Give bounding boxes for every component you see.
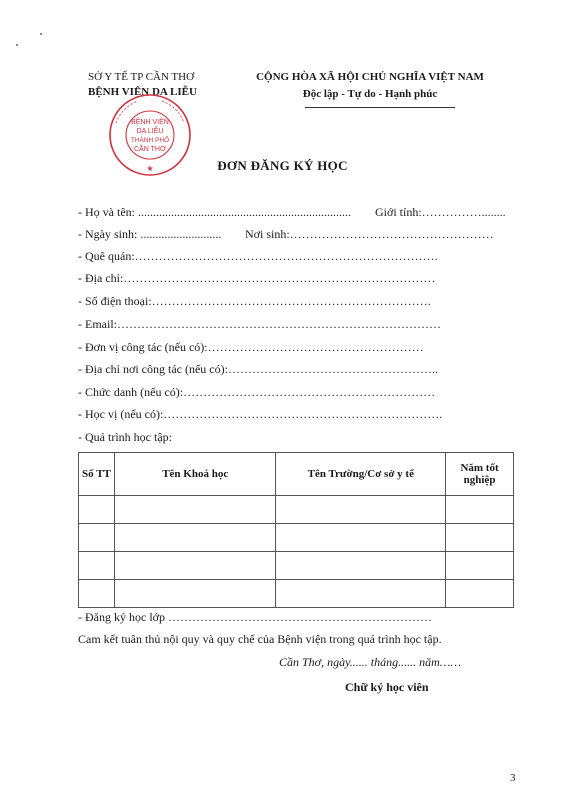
department-name: SỞ Y TẾ TP CẦN THƠ xyxy=(88,71,195,83)
seal-line-1: BỆNH VIỆN xyxy=(131,119,169,126)
table-cell[interactable] xyxy=(276,496,446,524)
table-row xyxy=(79,524,514,552)
table-cell[interactable] xyxy=(446,552,514,580)
table-cell[interactable] xyxy=(79,580,115,608)
republic-name: CỘNG HÒA XÃ HỘI CHỦ NGHĨA VIỆT NAM xyxy=(256,71,484,83)
seal-line-4: CẦN THƠ xyxy=(134,146,166,153)
table-cell[interactable] xyxy=(276,524,446,552)
col-header-no: Số TT xyxy=(79,453,115,496)
table-header-row xyxy=(79,453,514,496)
table-cell[interactable] xyxy=(446,580,514,608)
field-workplace[interactable]: - Đơn vị công tác (nếu có):……………………………………………… xyxy=(78,340,424,354)
education-table xyxy=(78,452,514,608)
scan-speck xyxy=(40,33,42,35)
field-pob[interactable]: Nơi sinh:…………………………………………… xyxy=(245,227,494,241)
table-row xyxy=(79,552,514,580)
col-header-school: Tên Trường/Cơ sở y tế xyxy=(276,453,446,496)
field-phone[interactable]: - Số điện thoại:……………………………………………………………. xyxy=(78,294,431,308)
table-cell[interactable] xyxy=(114,524,276,552)
field-gender[interactable]: Giới tính:……………........ xyxy=(375,205,506,219)
signature-label: Chữ ký học viên xyxy=(345,680,429,694)
field-degree[interactable]: - Học vị (nếu có):……………………………………………………………. xyxy=(78,407,443,421)
motto-underline xyxy=(305,107,455,108)
table-cell[interactable] xyxy=(446,496,514,524)
table-cell[interactable] xyxy=(79,524,115,552)
hospital-name: BỆNH VIỆN DA LIỄU xyxy=(88,86,197,98)
scan-speck xyxy=(16,44,18,46)
page-number: 3 xyxy=(510,772,516,784)
commitment-text: Cam kết tuân thủ nội quy và quy chế của Bệnh viện trong quá trình học tập. xyxy=(78,632,442,646)
field-name[interactable]: - Họ và tên: ....................................................................... xyxy=(78,205,351,219)
table-cell[interactable] xyxy=(114,496,276,524)
table-row xyxy=(79,580,514,608)
date-line[interactable]: Cần Thơ, ngày...... tháng...... năm…… xyxy=(279,655,462,669)
field-email[interactable]: - Email:……………………………………………………………………… xyxy=(78,317,441,331)
seal-line-3: THÀNH PHỐ xyxy=(130,137,170,144)
table-cell[interactable] xyxy=(114,580,276,608)
seal-line-2: DA LIỄU xyxy=(136,128,164,135)
field-hometown[interactable]: - Quê quán:…………………………………………………………………. xyxy=(78,249,438,263)
field-dob[interactable]: - Ngày sinh: ........................... xyxy=(78,227,222,241)
table-cell[interactable] xyxy=(276,580,446,608)
seal-star-icon: ★ xyxy=(146,164,154,173)
col-header-course: Tên Khoá học xyxy=(114,453,276,496)
col-header-year: Năm tốt nghiệp xyxy=(446,453,514,496)
table-cell[interactable] xyxy=(446,524,514,552)
table-row xyxy=(79,496,514,524)
form-title: ĐƠN ĐĂNG KÝ HỌC xyxy=(217,158,348,173)
table-cell[interactable] xyxy=(79,496,115,524)
field-education: - Quá trình học tập: xyxy=(78,430,172,444)
field-position[interactable]: - Chức danh (nếu có):……………………………………………………… xyxy=(78,385,436,399)
field-class-register[interactable]: - Đăng ký học lớp ………………………………………………………… xyxy=(78,610,432,624)
national-heading xyxy=(240,70,500,102)
field-workplace-address[interactable]: - Địa chỉ nơi công tác (nếu có):…………………………………………….. xyxy=(78,362,438,376)
table-cell[interactable] xyxy=(79,552,115,580)
table-cell[interactable] xyxy=(114,552,276,580)
table-cell[interactable] xyxy=(276,552,446,580)
field-address[interactable]: - Địa chỉ:…………………………………………………………………… xyxy=(78,271,436,285)
national-motto: Độc lập - Tự do - Hạnh phúc xyxy=(302,88,438,100)
